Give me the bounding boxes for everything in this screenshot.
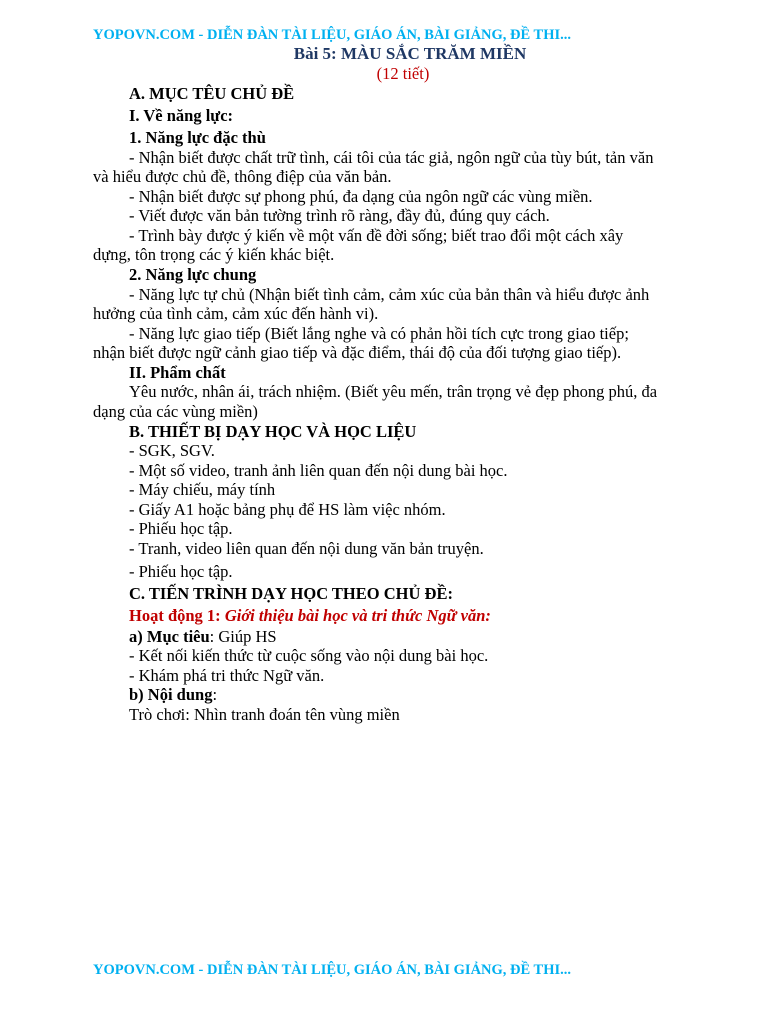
- paragraph-line: - Năng lực giao tiếp (Biết lắng nghe và có phản hồi tích cực trong giao tiếp;: [129, 324, 629, 343]
- paragraph-line: và hiểu được chủ đề, thông điệp của văn bản.: [93, 167, 392, 186]
- page-header: YOPOVN.COM - DIỄN ĐÀN TÀI LIỆU, GIÁO ÁN, BÀI GIẢNG, ĐỀ THI...: [93, 27, 572, 43]
- paragraph-line: dựng, tôn trọng các ý kiến khác biệt.: [93, 245, 335, 264]
- paragraph-line: hưởng của tình cảm, cảm xúc đến hành vi).: [93, 304, 379, 323]
- list-item: - Khám phá tri thức Ngữ văn.: [129, 666, 325, 685]
- paragraph-line: - Nhận biết được sự phong phú, đa dạng của ngôn ngữ các vùng miền.: [129, 187, 593, 206]
- paragraph-line: - Năng lực tự chủ (Nhận biết tình cảm, cảm xúc của bản thân và hiểu được ảnh: [129, 285, 650, 304]
- list-item: - Phiếu học tập.: [129, 562, 233, 581]
- list-item: - Kết nối kiến thức từ cuộc sống vào nội dung bài học.: [129, 646, 489, 665]
- content-line: [129, 685, 217, 705]
- lesson-duration: (12 tiết): [376, 64, 430, 83]
- lesson-title: Bài 5: MÀU SẮC TRĂM MIỀN: [293, 44, 527, 63]
- list-item: - Tranh, video liên quan đến nội dung văn bản truyện.: [129, 539, 484, 558]
- paragraph-line: dạng của các vùng miền): [93, 402, 258, 421]
- section-a-i-heading: I. Về năng lực:: [129, 106, 234, 125]
- paragraph-line: Yêu nước, nhân ái, trách nhiệm. (Biết yêu mến, trân trọng vẻ đẹp phong phú, đa: [129, 382, 658, 401]
- objective-label: a) Mục tiêu: [129, 627, 210, 646]
- list-item: - Phiếu học tập.: [129, 519, 233, 538]
- list-item: - Giấy A1 hoặc bảng phụ để HS làm việc nhóm.: [129, 500, 446, 519]
- item-1-heading: 1. Năng lực đặc thù: [129, 128, 266, 147]
- paragraph-line: - Nhận biết được chất trữ tình, cái tôi của tác giả, ngôn ngữ của tùy bút, tản văn: [129, 148, 654, 167]
- section-a-heading: A. MỤC TÊU CHỦ ĐỀ: [129, 84, 295, 103]
- list-item: - SGK, SGV.: [129, 441, 215, 460]
- game-line: Trò chơi: Nhìn tranh đoán tên vùng miền: [129, 705, 400, 724]
- item-2-heading: 2. Năng lực chung: [129, 265, 257, 284]
- activity-1-title: Giới thiệu bài học và tri thức Ngữ văn:: [224, 606, 491, 625]
- section-a-ii-heading: II. Phẩm chất: [129, 363, 226, 382]
- page-footer: YOPOVN.COM - DIỄN ĐÀN TÀI LIỆU, GIÁO ÁN, BÀI GIẢNG, ĐỀ THI...: [93, 962, 572, 978]
- paragraph-line: nhận biết được ngữ cảnh giao tiếp và đặc điểm, thái độ của đối tượng giao tiếp).: [93, 343, 622, 362]
- paragraph-line: - Viết được văn bản tường trình rõ ràng, đầy đủ, đúng quy cách.: [129, 206, 550, 225]
- activity-1-label: Hoạt động 1:: [129, 606, 225, 625]
- section-c-heading: C. TIẾN TRÌNH DẠY HỌC THEO CHỦ ĐỀ:: [129, 584, 453, 603]
- list-item: - Máy chiếu, máy tính: [129, 480, 276, 499]
- paragraph-line: - Trình bày được ý kiến về một vấn đề đời sống; biết trao đổi một cách xây: [129, 226, 624, 245]
- section-b-heading: B. THIẾT BỊ DẠY HỌC VÀ HỌC LIỆU: [129, 422, 417, 441]
- objective-text: : Giúp HS: [209, 627, 277, 646]
- content-colon: :: [212, 685, 218, 704]
- objective-line: [129, 627, 277, 647]
- list-item: - Một số video, tranh ảnh liên quan đến nội dung bài học.: [129, 461, 508, 480]
- activity-1-heading: [129, 606, 491, 626]
- content-label: b) Nội dung: [129, 685, 213, 704]
